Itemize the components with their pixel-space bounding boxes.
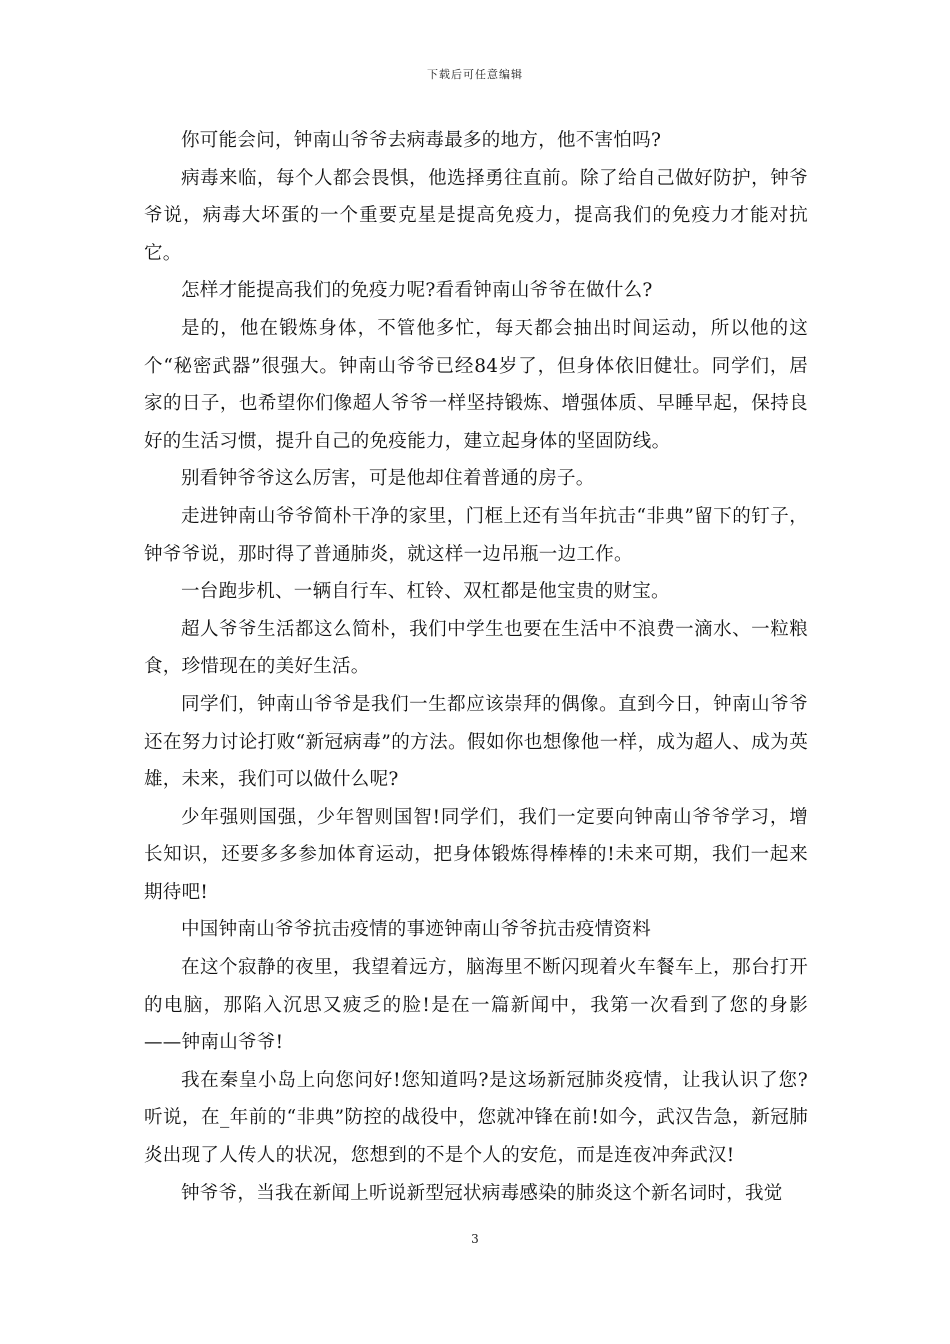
paragraph: 同学们，钟南山爷爷是我们一生都应该崇拜的偶像。直到今日，钟南山爷爷还在努力讨论打败“新冠病毒”的方法。假如你也想像他一样，成为超人、成为英雄，未来，我们可以做什么呢?	[144, 693, 808, 791]
paragraph: 你可能会问，钟南山爷爷去病毒最多的地方，他不害怕吗?	[181, 130, 662, 151]
paragraph: 是的，他在锻炼身体，不管他多忙，每天都会抽出时间运动，所以他的这个“秘密武器”很强大。钟南山爷爷已经84岁了，但身体依旧健壮。同学们，居家的日子，也希望你们像超人爷爷一样坚持锻炼、增强体质、早睡早起，保持良好的生活习惯，提升自己的免疫能力，建立起身体的坚固防线。	[144, 317, 808, 452]
section-heading: 中国钟南山爷爷抗击疫情的事迹钟南山爷爷抗击疫情资料	[181, 919, 652, 941]
paragraph: 病毒来临，每个人都会畏惧，他选择勇往直前。除了给自己做好防护，钟爷爷说，病毒大坏蛋的一个重要克星是提高免疫力，提高我们的免疫力才能对抗它。	[144, 167, 808, 264]
paragraph: 超人爷爷生活都这么简朴，我们中学生也要在生活中不浪费一滴水、一粒粮食，珍惜现在的美好生活。	[144, 618, 808, 678]
paragraph: 在这个寂静的夜里，我望着远方，脑海里不断闪现着火车餐车上，那台打开的电脑，那陷入沉思又疲乏的脸!是在一篇新闻中，我第一次看到了您的身影——钟南山爷爷!	[144, 957, 808, 1054]
paragraph: 我在秦皇小岛上向您问好!您知道吗?是这场新冠肺炎疫情，让我认识了您?听说，在_年前的“非典”防控的战役中，您就冲锋在前!如今，武汉告急，新冠肺炎出现了人传人的状况，您想到的不是个人的安危，而是连夜冲奔武汉!	[144, 1069, 808, 1167]
paragraph: 别看钟爷爷这么厉害，可是他却住着普通的房子。	[181, 468, 595, 490]
paragraph: 一台跑步机、一辆自行车、杠铃、双杠都是他宝贵的财宝。	[181, 581, 670, 603]
paragraph: 钟爷爷，当我在新闻上听说新型冠状病毒感染的肺炎这个新名词时，我觉	[181, 1182, 783, 1204]
paragraph: 走进钟南山爷爷简朴干净的家里，门框上还有当年抗击“非典”留下的钉子，钟爷爷说，那时得了普通肺炎，就这样一边吊瓶一边工作。	[144, 505, 808, 565]
page-header: 下载后可任意编辑	[427, 68, 523, 81]
paragraph: 怎样才能提高我们的免疫力呢?看看钟南山爷爷在做什么?	[181, 280, 653, 302]
paragraph: 少年强则国强，少年智则国智!同学们，我们一定要向钟南山爷爷学习，增长知识，还要多多参加体育运动，把身体锻炼得棒棒的!未来可期，我们一起来期待吧!	[144, 806, 808, 903]
page-number: 3	[471, 1232, 479, 1246]
document-body	[144, 122, 808, 1212]
